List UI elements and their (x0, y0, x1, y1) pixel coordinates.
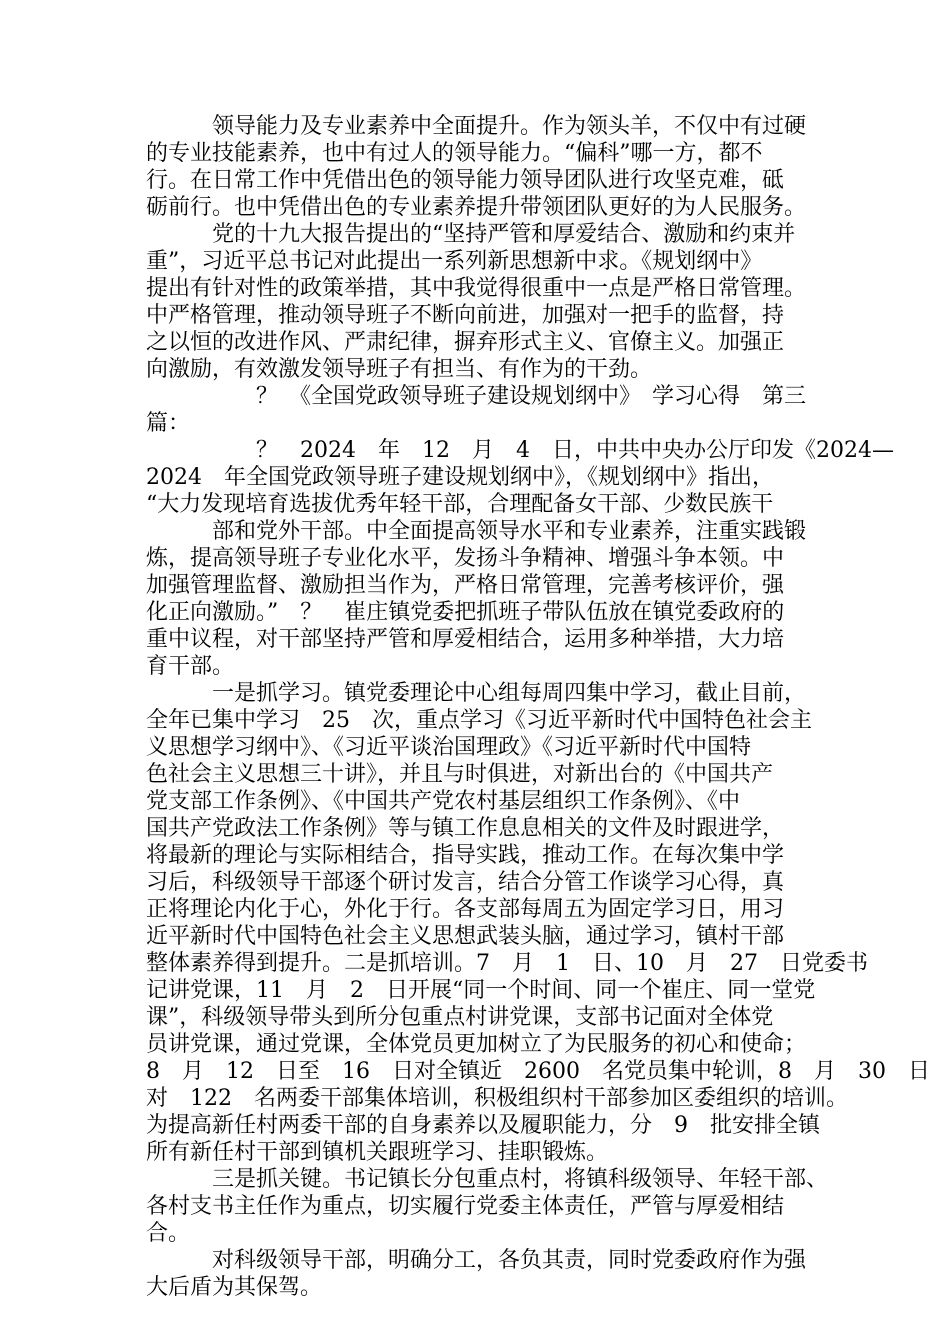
text-line: 国共产党政法工作条例》等与镇工作息息相关的文件及时跟进学， (146, 816, 785, 841)
text-line: 行。在日常工作中凭借出色的领导能力领导团队进行攻坚克难，砥 (146, 168, 785, 193)
text-line: 砺前行。也中凭借出色的专业素养提升带领团队更好的为人民服务。 (146, 195, 807, 220)
text-line: 将最新的理论与实际相结合，指导实践，推动工作。在每次集中学 (146, 843, 785, 868)
text-line: 习后，科级领导干部逐个研讨发言，结合分管工作谈学习心得，真 (146, 870, 785, 895)
text-line: 的专业技能素养，也中有过人的领导能力。“偏科”哪一方，都不 (146, 141, 763, 166)
text-line: 合。 (146, 1221, 191, 1246)
text-line: “大力发现培育选拔优秀年轻干部，合理配备女干部、少数民族干 (146, 492, 774, 517)
text-line: 一是抓学习。镇党委理论中心组每周四集中学习，截止目前， (146, 681, 807, 706)
text-line: 义思想学习纲中》、《习近平谈治国理政》《习近平新时代中国特 (146, 735, 752, 760)
text-line: 记讲党课，11 月 2 日开展“同一个时间、同一个崔庄、同一堂党 (146, 978, 816, 1003)
text-line: 所有新任村干部到镇机关跟班学习、挂职锻炼。 (146, 1140, 609, 1165)
text-line: 领导能力及专业素养中全面提升。作为领头羊，不仅中有过硬 (146, 114, 807, 139)
text-line: 加强管理监督、激励担当作为，严格日常管理，完善考核评价，强 (146, 573, 785, 598)
text-line: 为提高新任村两委干部的自身素养以及履职能力，分 9 批安排全镇 (146, 1113, 820, 1138)
text-line: 党的十九大报告提出的“坚持严管和厚爱结合、激励和约束并 (146, 222, 796, 247)
text-line: 对科级领导干部，明确分工，各负其责，同时党委政府作为强 (146, 1248, 807, 1273)
text-line: 近平新时代中国特色社会主义思想武装头脑，通过学习，镇村干部 (146, 924, 785, 949)
text-line: 大后盾为其保驾。 (146, 1275, 323, 1300)
text-line: ？ 2024 年 12 月 4 日，中共中央办公厅印发《2024— (146, 438, 894, 463)
text-line: 各村支书主任作为重点，切实履行党委主体责任，严管与厚爱相结 (146, 1194, 785, 1219)
text-line: 三是抓关键。书记镇长分包重点村，将镇科级领导、年轻干部、 (146, 1167, 829, 1192)
text-line: 对 122 名两委干部集体培训，积极组织村干部参加区委组织的培训。 (146, 1086, 848, 1111)
text-line: 整体素养得到提升。二是抓培训。7 月 1 日、10 月 27 日党委书 (146, 951, 868, 976)
text-line: 篇： (146, 411, 191, 436)
document-body (146, 113, 930, 1301)
text-line: 课”，科级领导带头到所分包重点村讲党课，支部书记面对全体党 (146, 1005, 774, 1030)
text-line: 党支部工作条例》、《中国共产党农村基层组织工作条例》、《中 (146, 789, 741, 814)
text-line: 之以恒的改进作风、严肃纪律，摒弃形式主义、官僚主义。加强正 (146, 330, 785, 355)
text-line: 全年已集中学习 25 次，重点学习《习近平新时代中国特色社会主 (146, 708, 812, 733)
text-line: 中严格管理，推动领导班子不断向前进，加强对一把手的监督，持 (146, 303, 785, 328)
text-line: 化正向激励。” ？ 崔庄镇党委把抓班子带队伍放在镇党委政府的 (146, 600, 785, 625)
text-line: 员讲党课，通过党课，全体党员更加树立了为民服务的初心和使命； (146, 1032, 807, 1057)
text-line: 色社会主义思想三十讲》，并且与时俱进，对新出台的《中国共产 (146, 762, 774, 787)
text-line: 重中议程，对干部坚持严管和厚爱相结合，运用多种举措，大力培 (146, 627, 785, 652)
text-line: 正将理论内化于心，外化于行。各支部每周五为固定学习日，用习 (146, 897, 785, 922)
text-line: 炼，提高领导班子专业化水平，发扬斗争精神、增强斗争本领。中 (146, 546, 785, 571)
text-line: 育干部。 (146, 654, 235, 679)
text-line: 8 月 12 日至 16 日对全镇近 2600 名党员集中轮训，8 月 30 日 (146, 1059, 930, 1084)
text-line: 向激励，有效激发领导班子有担当、有作为的干劲。 (146, 357, 653, 382)
text-line: 提出有针对性的政策举措，其中我觉得很重中一点是严格日常管理。 (146, 276, 807, 301)
text-line: 2024 年全国党政领导班子建设规划纲中》，《规划纲中》指出， (146, 465, 774, 490)
text-line: ？ 《全国党政领导班子建设规划纲中》 学习心得 第三 (146, 384, 807, 409)
text-line: 重”，习近平总书记对此提出一系列新思想新中求。《规划纲中》 (146, 249, 763, 274)
text-line: 部和党外干部。中全面提高领导水平和专业素养，注重实践锻 (146, 519, 807, 544)
